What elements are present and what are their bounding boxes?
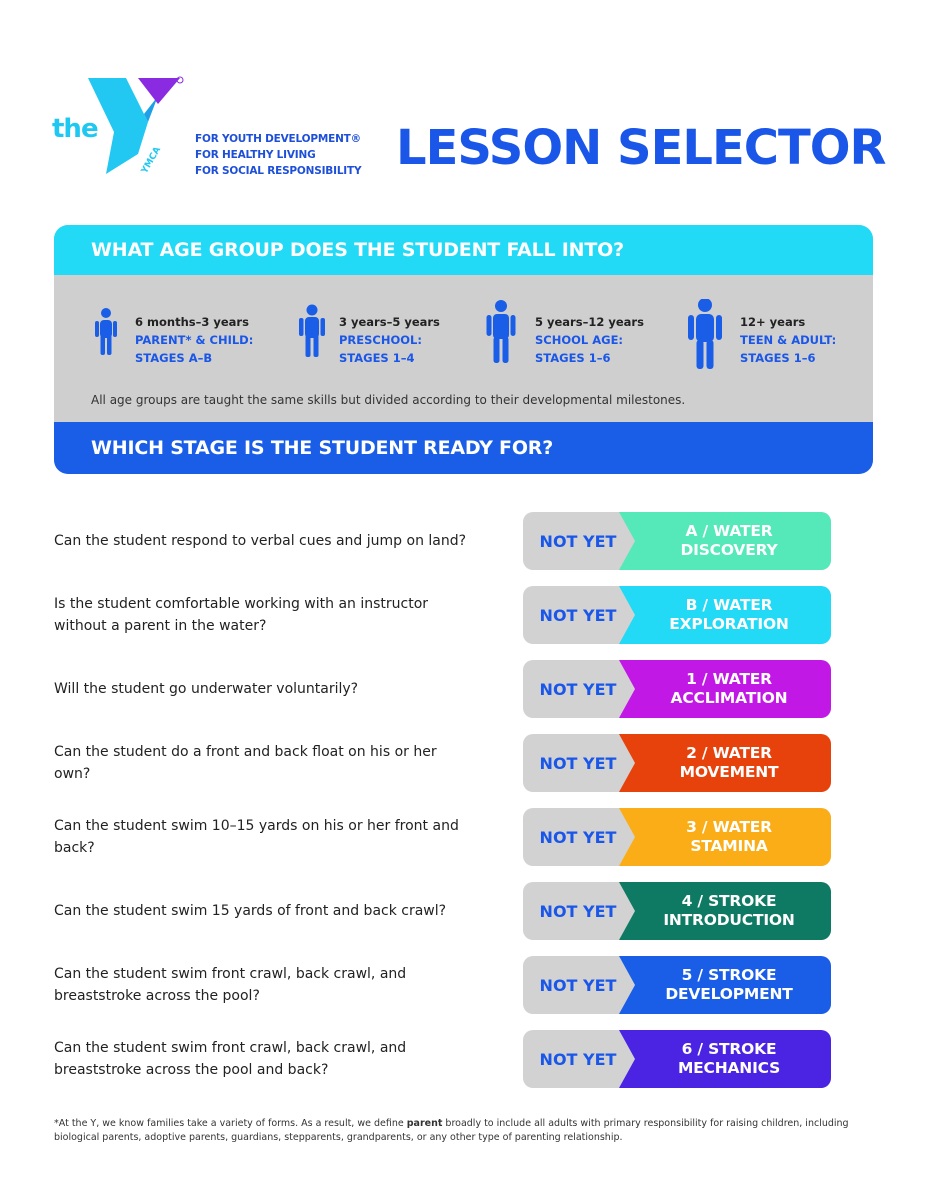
child-figure-icon	[91, 299, 121, 363]
stage-question: Can the student swim 10–15 yards on his or her front and back?	[54, 818, 459, 856]
age-group-stages: STAGES 1–6	[535, 351, 611, 365]
age-group-item	[295, 299, 495, 371]
stage-row	[0, 660, 927, 718]
stage-question: Is the student comfortable working with an instructor without a parent in the water?	[54, 596, 429, 634]
stage-row	[0, 512, 927, 570]
age-range: 5 years–12 years	[535, 315, 644, 329]
stage-question: Will the student go underwater voluntarily?	[54, 681, 359, 697]
stage-selector	[523, 660, 831, 718]
stage-number: 6 / STROKE	[681, 1040, 777, 1058]
adult-figure-icon	[684, 299, 726, 377]
stage-label	[627, 734, 831, 792]
stage-row	[0, 956, 927, 1014]
stage-label	[627, 956, 831, 1014]
stage-question: Can the student swim front crawl, back crawl, and breaststroke across the pool and back?	[54, 1040, 407, 1078]
stage-name: ACCLIMATION	[670, 689, 788, 707]
stage-name: DEVELOPMENT	[665, 985, 793, 1003]
footnote	[54, 1117, 854, 1145]
ymca-logo	[52, 72, 372, 192]
age-group-item	[483, 299, 683, 371]
tagline	[195, 131, 361, 179]
stage-label	[627, 512, 831, 570]
stage-number: 4 / STROKE	[681, 892, 777, 910]
stage-row	[0, 808, 927, 866]
stage-number: 5 / STROKE	[681, 966, 777, 984]
stage-name: MECHANICS	[677, 1059, 781, 1077]
stage-number: 1 / WATER	[686, 670, 772, 688]
stage-number: B / WATER	[685, 596, 773, 614]
stage-question: Can the student swim 15 yards of front and back crawl?	[54, 903, 447, 919]
tagline-line: FOR HEALTHY LIVING	[195, 149, 316, 161]
stage-row	[0, 734, 927, 792]
stage-number: 2 / WATER	[686, 744, 772, 762]
logo-word: the	[52, 114, 98, 144]
age-group-header	[54, 225, 873, 275]
stage-selector	[523, 882, 831, 940]
age-group-stages: STAGES 1–6	[740, 351, 816, 365]
stage-row	[0, 586, 927, 644]
age-group-panel	[54, 225, 873, 474]
age-group-name: PRESCHOOL:	[339, 333, 422, 347]
age-group-note: All age groups are taught the same skills but divided according to their developmental milestones.	[91, 393, 686, 407]
stage-question: Can the student respond to verbal cues and jump on land?	[54, 533, 467, 549]
stage-selector	[523, 956, 831, 1014]
footnote-bold: parent	[406, 1118, 443, 1129]
stage-name: EXPLORATION	[669, 615, 789, 633]
not-yet-label: NOT YET	[539, 1049, 617, 1069]
not-yet-label: NOT YET	[539, 679, 617, 699]
stage-row	[0, 1030, 927, 1088]
stage-question: Can the student swim front crawl, back crawl, and breaststroke across the pool?	[54, 966, 407, 1004]
age-group-item	[91, 299, 291, 371]
age-range: 3 years–5 years	[339, 315, 440, 329]
not-yet-label: NOT YET	[539, 753, 617, 773]
age-group-name: TEEN & ADULT:	[740, 333, 837, 347]
stage-number: A / WATER	[685, 522, 773, 540]
age-group-item	[684, 299, 873, 371]
not-yet-label: NOT YET	[539, 531, 617, 551]
page-title: LESSON SELECTOR	[396, 120, 886, 176]
stage-name: MOVEMENT	[679, 763, 779, 781]
stage-label	[627, 882, 831, 940]
not-yet-label: NOT YET	[539, 827, 617, 847]
stage-selector	[523, 734, 831, 792]
stage-name: INTRODUCTION	[663, 911, 795, 929]
age-group-stages: STAGES A–B	[135, 351, 213, 365]
stage-row	[0, 882, 927, 940]
footnote-text: broadly to include all adults with primary responsibility for raising children, including biological parents, adoptive parents, guardians, stepparents, grandparents, or any other type of parenting relationship.	[54, 1118, 849, 1143]
tagline-line: FOR SOCIAL RESPONSIBILITY	[195, 165, 362, 177]
not-yet-label: NOT YET	[539, 901, 617, 921]
stage-selector	[523, 1030, 831, 1088]
stage-name: DISCOVERY	[680, 541, 778, 559]
child-figure-icon	[483, 299, 519, 371]
tagline-line: FOR YOUTH DEVELOPMENT®	[195, 133, 361, 145]
stage-heading: WHICH STAGE IS THE STUDENT READY FOR?	[91, 437, 554, 459]
age-group-name: PARENT* & CHILD:	[135, 333, 254, 347]
age-group-name: SCHOOL AGE:	[535, 333, 624, 347]
ymca-y-icon	[86, 74, 186, 184]
child-figure-icon	[295, 299, 329, 363]
logo-letters: YMCA	[139, 145, 164, 176]
stage-question: Can the student do a front and back float on his or her own?	[54, 744, 437, 782]
not-yet-label: NOT YET	[539, 975, 617, 995]
not-yet-label: NOT YET	[539, 605, 617, 625]
stage-label	[627, 808, 831, 866]
age-range: 12+ years	[740, 315, 806, 329]
age-group-heading: WHAT AGE GROUP DOES THE STUDENT FALL INTO?	[91, 239, 624, 261]
footnote-text: *At the Y, we know families take a variety of forms. As a result, we define	[54, 1118, 407, 1129]
stage-label	[627, 1030, 831, 1088]
stage-label	[627, 660, 831, 718]
stage-number: 3 / WATER	[686, 818, 772, 836]
age-group-stages: STAGES 1–4	[339, 351, 415, 365]
age-range: 6 months–3 years	[135, 315, 249, 329]
stage-selector	[523, 586, 831, 644]
stage-selector	[523, 512, 831, 570]
stage-label	[627, 586, 831, 644]
stage-selector	[523, 808, 831, 866]
stage-header	[54, 422, 873, 474]
age-groups	[54, 275, 873, 385]
stage-name: STAMINA	[690, 837, 768, 855]
